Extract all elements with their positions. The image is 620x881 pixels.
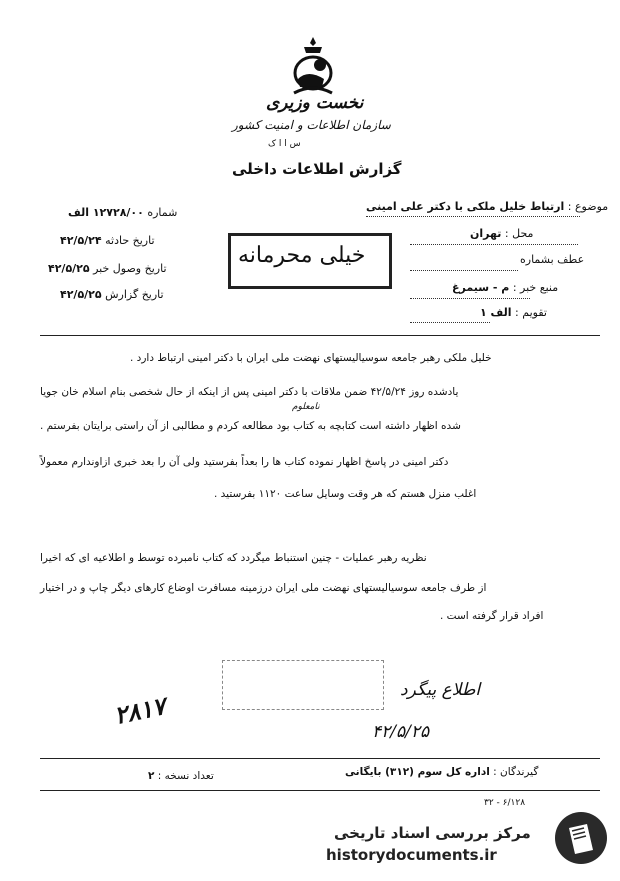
- recipients-field: [345, 766, 538, 778]
- evaluation-label: تقویم: [522, 306, 547, 319]
- report-date-label: تاریخ گزارش: [105, 288, 164, 301]
- place-value: تهران: [470, 227, 502, 240]
- lion-and-sun-emblem: [290, 35, 336, 99]
- receipt-date-field: [48, 262, 167, 275]
- classification-stamp-text: خیلی محرمانه: [238, 243, 366, 268]
- evaluation-value: الف ۱: [480, 306, 512, 319]
- receipt-date-label: تاریخ وصول خبر: [93, 262, 167, 275]
- source-field: منبع خبر : م - سیمرغ: [452, 281, 559, 294]
- source-value: م - سیمرغ: [452, 281, 510, 294]
- watermark-brand: مرکز بررسی اسناد تاریخی: [334, 824, 531, 842]
- body-paragraph-4-line-3: افراد قرار گرفته است .: [440, 610, 544, 622]
- recipients-value: اداره کل سوم (۳۱۲) بایگانی: [345, 766, 490, 778]
- subject-value: ارتباط خلیل ملکی با دکتر علی امینی: [366, 200, 565, 213]
- place-field: محل : تهران: [470, 227, 534, 240]
- place-underline: [410, 244, 578, 245]
- receipt-date-value: ۴۲/۵/۲۵: [48, 262, 90, 275]
- reference-mark: س ا ا ک: [268, 139, 301, 149]
- report-date-field: [60, 288, 164, 301]
- event-date-value: ۴۲/۵/۲۴: [60, 234, 102, 247]
- event-date-label: تاریخ حادثه: [105, 234, 155, 247]
- source-underline: [410, 298, 530, 299]
- reference-label: عطف بشماره: [520, 253, 585, 266]
- copies-field: [148, 770, 214, 782]
- reference-field: [520, 253, 584, 266]
- body-paragraph-4-line-2: از طرف جامعه سوسیالیستهای نهضت ملی ایران درزمینه مسافرت اوضاع کارهای دیگر چاپ و در اختیار: [40, 582, 487, 594]
- evaluation-field: تقویم : الف ۱: [480, 306, 547, 319]
- handwritten-date: ۴۲/۵/۲۵: [372, 722, 430, 742]
- place-label: محل: [512, 227, 534, 240]
- source-label: منبع خبر: [520, 281, 559, 294]
- header-separator: [40, 335, 600, 336]
- evaluation-underline: [410, 322, 490, 323]
- book-icon: [555, 812, 607, 864]
- number-field: [68, 206, 177, 219]
- body-paragraph-3-line-2: اغلب منزل هستم که هر وقت وسایل ساعت ۱۱۲۰ بفرستید .: [214, 488, 477, 500]
- body-paragraph-2-line-1: یادشده روز ۴۲/۵/۲۴ ضمن ملاقات با دکتر امینی پس از اینکه از حال شخصی بنام اسلام خان جویا: [40, 386, 459, 398]
- body-paragraph-2-line-2: شده اظهار داشته است کتابچه به کتاب بود مطالعه کردم و مطالبی از آن راستی برایتان بفرستم .: [40, 420, 461, 432]
- watermark-url: historydocuments.ir: [326, 846, 497, 864]
- number-label: شماره: [147, 206, 178, 219]
- footer-bottom-line: [40, 790, 600, 791]
- recipients-label: گیرندگان :: [493, 766, 539, 778]
- number-value: ۱۲۷۲۸/۰۰ الف: [68, 206, 144, 219]
- copies-label: تعداد نسخه :: [157, 770, 214, 782]
- body-paragraph-2-note: نامعلوم: [292, 402, 320, 412]
- ministry-name: نخست وزیری: [266, 93, 364, 113]
- subject-field: موضوع : ارتباط خلیل ملکی با دکتر علی امینی: [366, 200, 609, 213]
- event-date-field: [60, 234, 155, 247]
- body-paragraph-3-line-1: دکتر امینی در پاسخ اظهار نموده کتاب ها را بعداً بفرستید ولی آن را بعد خبری ازاوندارم معمولاً: [40, 456, 449, 468]
- received-stamp: [222, 660, 384, 710]
- handwritten-signature: اطلاع پیگرد: [400, 680, 481, 700]
- form-code: ۶/۱۲۸ - ۳۲: [484, 798, 526, 808]
- organization-name: سازمان اطلاعات و امنیت کشور: [232, 118, 391, 132]
- report-title: گزارش اطلاعات داخلی: [232, 160, 402, 178]
- subject-label: موضوع: [574, 200, 609, 213]
- handwritten-file-number: ۲۸۱۷: [111, 690, 169, 731]
- body-paragraph-1: خلیل ملکی رهبر جامعه سوسیالیستهای نهضت ملی ایران با دکتر امینی ارتباط دارد .: [130, 352, 492, 364]
- report-date-value: ۴۲/۵/۲۵: [60, 288, 102, 301]
- copies-value: ۲: [148, 770, 155, 782]
- body-paragraph-4-line-1: نظریه رهبر عملیات - چنین استنباط میگردد که کتاب نامبرده توسط و اطلاعیه ای که اخیرا: [40, 552, 427, 564]
- watermark-logo: [555, 812, 607, 864]
- footer-separator: [40, 758, 600, 759]
- subject-underline: [366, 216, 580, 217]
- reference-underline: [410, 270, 518, 271]
